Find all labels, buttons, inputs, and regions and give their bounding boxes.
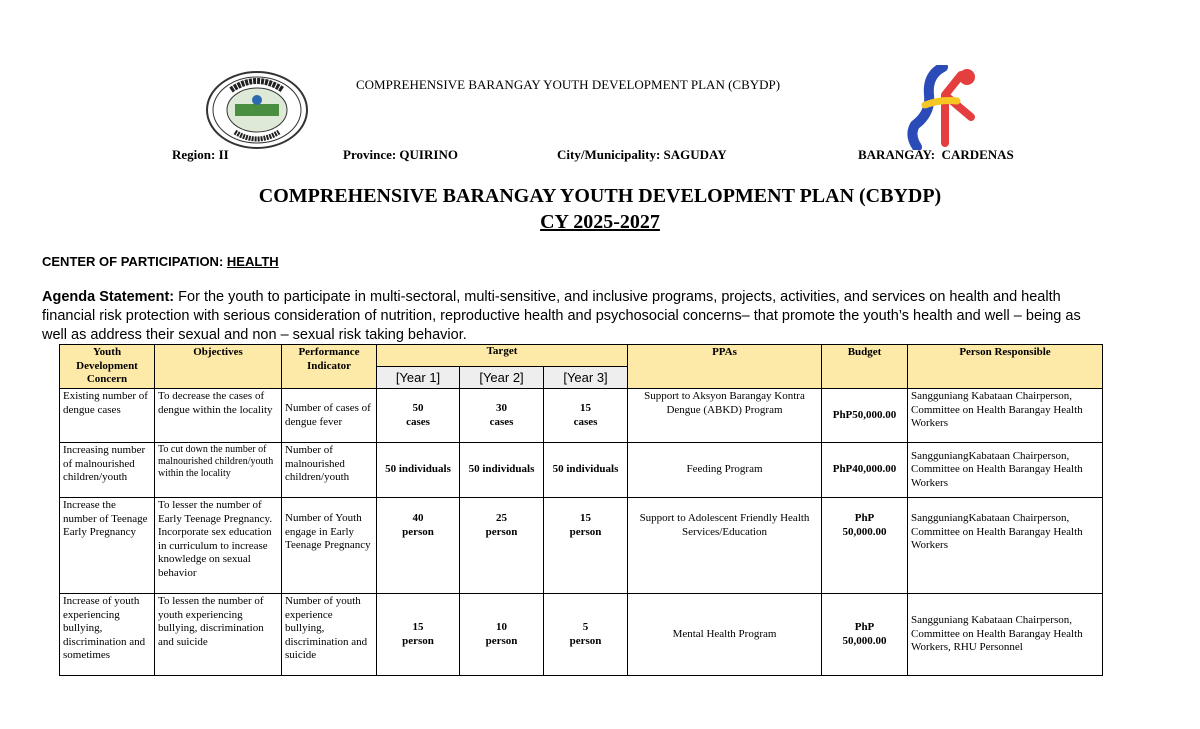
cell-ppas: Support to Adolescent Friendly Health Services/Education xyxy=(628,498,822,594)
calendar-year: CY 2025-2027 xyxy=(540,211,660,233)
cell-objectives: To lesser the number of Early Teenage Pregnancy. Incorporate sex education in curriculum to increase knowledge on sexual behavior xyxy=(155,498,282,594)
barangay-seal-icon xyxy=(205,70,309,150)
cell-person: SangguniangKabataan Chairperson, Committee on Health Barangay Health Workers xyxy=(908,498,1103,594)
header-objectives: Objectives xyxy=(155,345,282,389)
center-label: CENTER OF PARTICIPATION: xyxy=(42,254,227,269)
cell-budget: PhP 50,000.00 xyxy=(822,498,908,594)
cbydp-table xyxy=(59,344,1103,676)
cell-year-1: 40 person xyxy=(377,498,460,594)
sk-logo-icon xyxy=(905,65,985,150)
cell-indicator: Number of youth experience bullying, discrimination and suicide xyxy=(282,594,377,676)
cell-ppas: Mental Health Program xyxy=(628,594,822,676)
cell-year-3: 50 individuals xyxy=(544,443,628,498)
cell-ppas: Feeding Program xyxy=(628,443,822,498)
cell-budget: PhP50,000.00 xyxy=(822,389,908,443)
header-year-1: [Year 1] xyxy=(377,367,460,389)
cell-objectives: To cut down the number of malnourished children/youth within the locality xyxy=(155,443,282,498)
agenda-text: For the youth to participate in multi-sectoral, multi-sensitive, and inclusive programs, projects, activities, and services on health and health financial risk protection with serious consideration of nutrition, reproductive health and psychosocial concerns– that promote the youth’s health and well – being as well as address their sexual and non – sexual risk taking behavior. xyxy=(42,289,1081,343)
cell-person: SangguniangKabataan Chairperson, Committee on Health Barangay Health Workers xyxy=(908,443,1103,498)
cell-year-2: 25 person xyxy=(460,498,544,594)
center-value: HEALTH xyxy=(226,254,279,269)
header-year-2: [Year 2] xyxy=(460,367,544,389)
header-indicator: Performance Indicator xyxy=(282,345,377,389)
cell-concern: Increasing number of malnourished children/youth xyxy=(60,443,155,498)
cell-year-3: 5 person xyxy=(544,594,628,676)
center-of-participation xyxy=(42,254,279,269)
cell-ppas: Support to Aksyon Barangay Kontra Dengue (ABKD) Program xyxy=(628,389,822,443)
cell-concern: Increase the number of Teenage Early Pregnancy xyxy=(60,498,155,594)
cell-indicator: Number of malnourished children/youth xyxy=(282,443,377,498)
cell-year-2: 50 individuals xyxy=(460,443,544,498)
header-target: Target xyxy=(377,345,628,367)
table-row xyxy=(60,594,1103,676)
agenda-label: Agenda Statement: xyxy=(42,289,175,305)
cell-person: Sangguniang Kabataan Chairperson, Committee on Health Barangay Health Workers, RHU Personnel xyxy=(908,594,1103,676)
cell-budget: PhP40,000.00 xyxy=(822,443,908,498)
cell-concern: Existing number of dengue cases xyxy=(60,389,155,443)
cell-year-3: 15 cases xyxy=(544,389,628,443)
cell-year-2: 10 person xyxy=(460,594,544,676)
cell-indicator: Number of cases of dengue fever xyxy=(282,389,377,443)
header-ppas: PPAs xyxy=(628,345,822,389)
city-label: City/Municipality: SAGUDAY xyxy=(557,147,727,162)
cell-objectives: To decrease the cases of dengue within the locality xyxy=(155,389,282,443)
region-label: Region: II xyxy=(172,147,229,162)
barangay-label: BARANGAY: CARDENAS xyxy=(858,147,1014,162)
cell-year-1: 15 person xyxy=(377,594,460,676)
cell-indicator: Number of Youth engage in Early Teenage Pregnancy xyxy=(282,498,377,594)
header-year-3: [Year 3] xyxy=(544,367,628,389)
cell-year-1: 50 cases xyxy=(377,389,460,443)
cell-budget: PhP 50,000.00 xyxy=(822,594,908,676)
province-label: Province: QUIRINO xyxy=(343,147,458,162)
table-row xyxy=(60,389,1103,443)
page-title: COMPREHENSIVE BARANGAY YOUTH DEVELOPMENT PLAN (CBYDP) xyxy=(258,185,942,207)
cell-person: Sangguniang Kabataan Chairperson, Committee on Health Barangay Health Workers xyxy=(908,389,1103,443)
agenda-statement xyxy=(42,288,1102,345)
cell-year-3: 15 person xyxy=(544,498,628,594)
table-row xyxy=(60,443,1103,498)
cell-year-2: 30 cases xyxy=(460,389,544,443)
header-budget: Budget xyxy=(822,345,908,389)
cell-year-1: 50 individuals xyxy=(377,443,460,498)
header-person: Person Responsible xyxy=(908,345,1103,389)
header-title: COMPREHENSIVE BARANGAY YOUTH DEVELOPMENT PLAN (CBYDP) xyxy=(356,77,781,92)
table-row xyxy=(60,498,1103,594)
header-concern: Youth Development Concern xyxy=(60,345,155,389)
cell-objectives: To lessen the number of youth experiencing bullying, discrimination and suicide xyxy=(155,594,282,676)
cell-concern: Increase of youth experiencing bullying, discrimination and sometimes xyxy=(60,594,155,676)
